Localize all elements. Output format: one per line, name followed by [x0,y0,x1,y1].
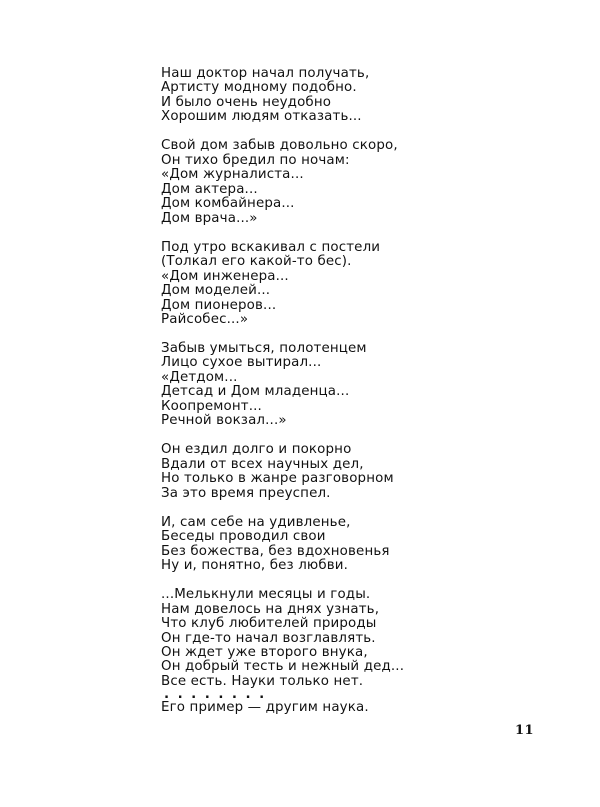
poem-line: Лицо сухое вытирал... [161,355,322,371]
poem-line: Что клуб любителей природы [161,616,377,632]
poem-line: Он добрый тесть и нежный дед... [161,659,405,675]
poem-line: И, сам себе на удивленье, [161,514,351,530]
stanza-7 [161,588,461,716]
stanza-3 [161,241,461,328]
poem-line: Хорошим людям отказать... [161,109,362,125]
poem-line: Но только в жанре разговорном [161,471,394,487]
poem-line: Он тихо бредил по ночам: [161,152,350,168]
poem-line: И было очень неудобно [161,94,332,110]
poem-line: Райсобес...» [161,311,249,327]
poem-line: Вдали от всех научных дел, [161,456,364,472]
poem-text [161,67,461,716]
poem-line: (Толкал его какой-то бес). [161,254,352,270]
poem-line: Он ездил долго и покорно [161,442,352,458]
poem-line: Ну и, понятно, без любви. [161,558,349,574]
poem-line: Без божества, без вдохновенья [161,543,390,559]
poem-line: Беседы проводил свои [161,529,326,545]
stanza-5 [161,443,461,501]
poem-line: Под утро вскакивал с постели [161,239,381,255]
poem-line: Дом врача...» [161,210,258,226]
stanza-1 [161,67,461,125]
poem-line: Забыв умыться, полотенцем [161,341,367,357]
stanza-4 [161,342,461,429]
poem-line: Речной вокзал...» [161,413,287,429]
poem-line: ...Мелькнули месяцы и годы. [161,587,371,603]
stanza-6 [161,516,461,574]
poem-line: Дом моделей... [161,283,271,299]
poem-line: Наш доктор начал получать, [161,66,370,81]
poem-line: Дом пионеров... [161,297,277,313]
poem-line: Дом актера... [161,181,258,197]
poem-line: Коопремонт... [161,398,262,414]
poem-line: Все есть. Науки только нет. [161,673,364,689]
poem-line: Нам довелось на днях узнать, [161,601,380,617]
poem-line: Дом комбайнера... [161,196,295,212]
poem-final-line: Его пример — другим наука. [161,700,369,716]
poem-line: «Дом инженера... [161,268,289,284]
stanza-2 [161,139,461,226]
separator-dots: ........ [164,687,273,703]
poem-line: Он ждет уже второго внука, [161,644,368,660]
poem-line: Он где-то начал возглавлять. [161,630,376,646]
poem-line: Детсад и Дом младенца... [161,384,350,400]
page-number: 11 [515,723,535,738]
poem-line: За это время преуспел. [161,485,331,501]
poem-line: «Детдом... [161,369,238,385]
poem-line: Артисту модному подобно. [161,80,357,96]
poem-line: «Дом журналиста... [161,167,304,183]
poem-line: Свой дом забыв довольно скоро, [161,138,398,154]
